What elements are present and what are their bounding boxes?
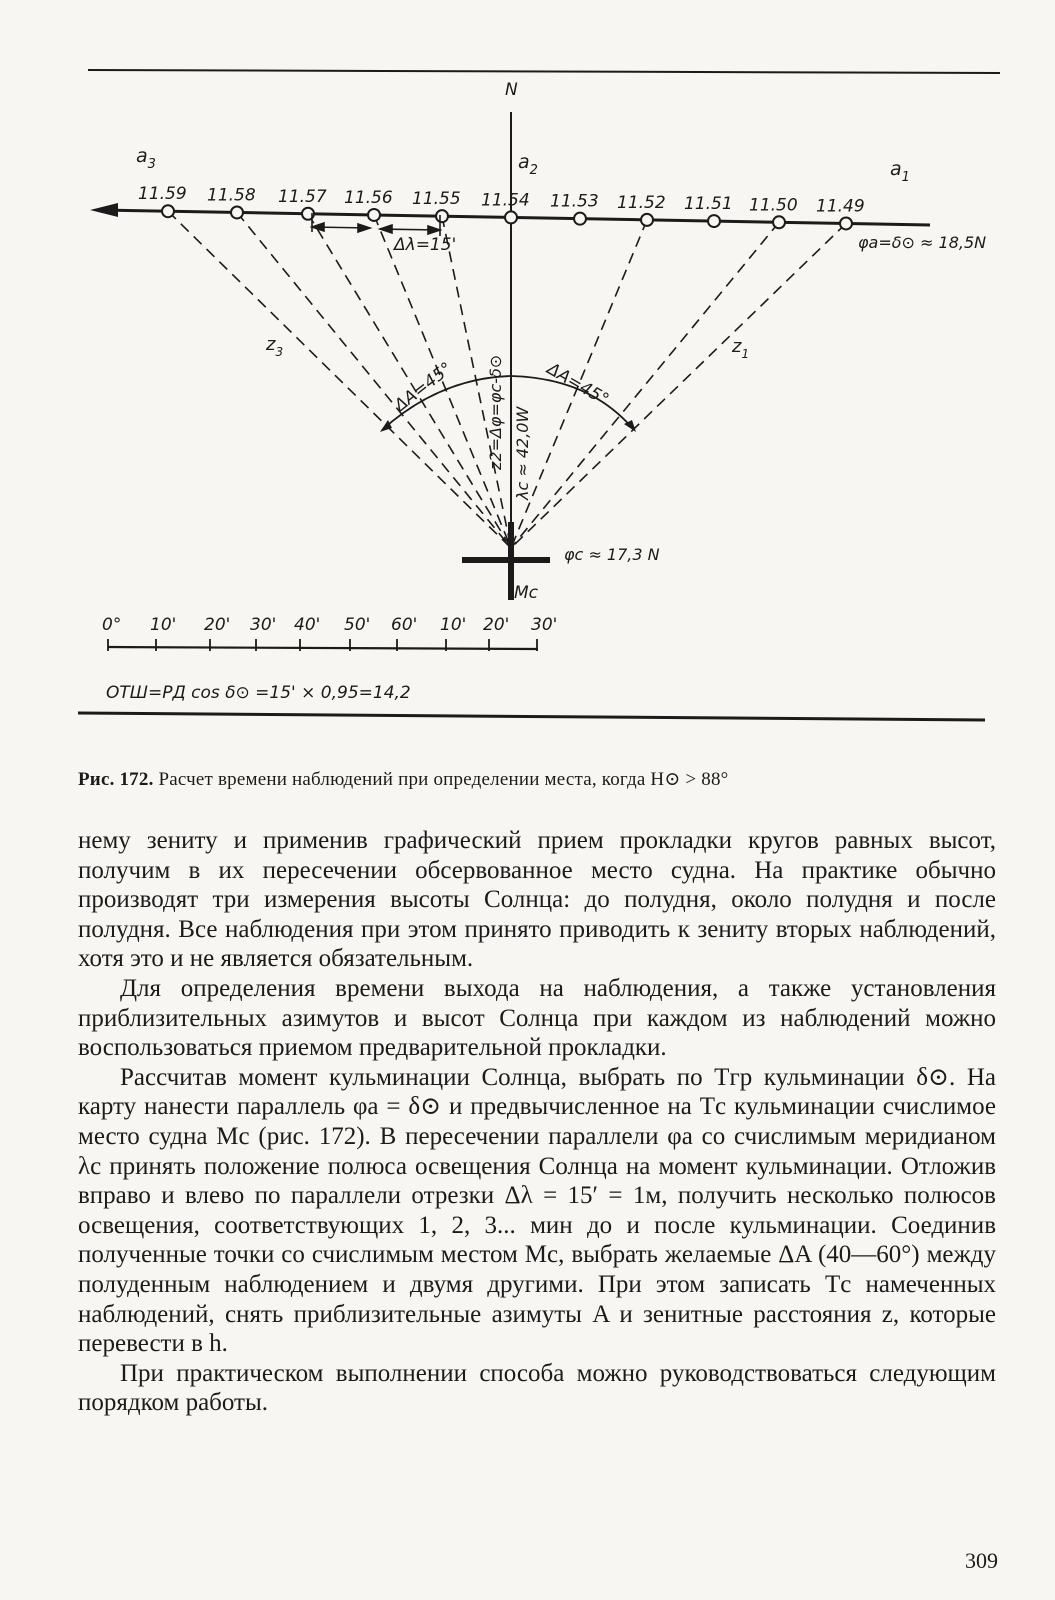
scale-label: 10' <box>440 615 467 635</box>
dlambda-label: Δλ=15' <box>394 235 457 255</box>
caption-text: Расчет времени наблюдений при определении места, когда H⊙ > 88° <box>158 769 729 790</box>
illumination-pole-marker <box>436 210 448 222</box>
illumination-pole-marker <box>368 209 380 221</box>
time-label: 11.52 <box>617 192 666 213</box>
delta-a-left-label: ΔA=45° <box>390 358 457 416</box>
figure-caption <box>78 768 1018 791</box>
time-label: 11.58 <box>207 185 256 206</box>
z3-label: $z_3$ <box>266 334 284 359</box>
illumination-pole-marker <box>840 217 852 229</box>
phi-a-label: φa=δ⊙ ≈ 18,5N <box>858 233 987 252</box>
a3-label: $a_3$ <box>136 145 156 172</box>
a2-label: $a_2$ <box>518 151 538 178</box>
illumination-pole-marker <box>708 215 720 227</box>
paragraph-2: Для определения времени выхода на наблюдения, а также установления приблизительных азимутов и высот Солнца при каждом из наблюдений можно воспользоваться приемом предварительной прокладки. <box>78 974 996 1062</box>
scale-label: 30' <box>250 615 277 635</box>
time-label: 11.54 <box>481 190 530 211</box>
figure-172 <box>0 0 1055 760</box>
illumination-pole-marker <box>574 213 586 225</box>
scale-label: 50' <box>344 615 371 635</box>
ray-line <box>168 211 511 548</box>
illumination-pole-marker <box>231 206 243 218</box>
scale-label: 20' <box>204 615 231 635</box>
ray-line <box>308 214 511 548</box>
a1-label: $a_1$ <box>890 158 910 185</box>
ray-line <box>511 222 779 548</box>
otsh-formula: ОТШ=РД cos δ⊙ =15' × 0,95=14,2 <box>106 683 411 703</box>
body-text <box>78 826 996 1418</box>
time-label: 11.49 <box>816 196 865 217</box>
page-number: 309 <box>965 1548 998 1573</box>
scale-label: 40' <box>294 615 321 635</box>
paragraph-3: Рассчитав момент кульминации Солнца, выбрать по Tгр кульминации δ⊙. На карту нанести параллель φa = δ⊙ и предвычисленное на Tс кульминации счислимое место судна Mс (рис. 172). В пересечении параллели φa со счислимым меридианом λс принять положение полюса освещения Солнца на момент кульминации. Отложив вправо и влево по параллели отрезки Δλ = 15′ = 1м, получить несколько полюсов освещения, соответствующих 1, 2, 3... мин до и после кульминации. Соединив полученные точки со счислимым местом Mс, выбрать желаемые ΔA (40—60°) между полуденным наблюдением и двумя другими. При этом записать Tс намеченных наблюдений, снять приблизительные азимуты A и зенитные расстояния z, которые перевести в h. <box>78 1063 996 1358</box>
scale-label: 20' <box>483 615 510 635</box>
time-label: 11.56 <box>344 187 393 208</box>
z1-label: $z_1$ <box>732 336 750 361</box>
lambda-c-label: λc ≈ 42,0W <box>513 406 532 500</box>
z2-formula-label: z2=Δφ=φc-δ⊙ <box>486 354 505 470</box>
scale-label: 0° <box>102 615 122 635</box>
scale-label: 60' <box>391 615 418 635</box>
paragraph-4: При практическом выполнении способа можно руководствоваться следующим порядком работы. <box>78 1359 996 1417</box>
ray-line <box>237 212 511 548</box>
time-label: 11.51 <box>684 194 733 215</box>
scale-bar <box>108 647 538 649</box>
north-label: N <box>505 80 518 100</box>
illumination-pole-marker <box>162 205 174 217</box>
time-label: 11.57 <box>278 186 327 207</box>
time-label: 11.59 <box>138 184 187 205</box>
illumination-pole-marker <box>773 216 785 228</box>
mc-label: Mc <box>514 583 539 603</box>
time-label: 11.55 <box>412 189 461 210</box>
scale-label: 10' <box>150 615 177 635</box>
time-label: 11.53 <box>550 191 599 212</box>
illumination-pole-marker <box>505 211 517 223</box>
delta-a-right-label: ΔA=45° <box>543 359 613 411</box>
paragraph-1: нему зениту и применив графический прием прокладки кругов равных высот, получим в их пересечении обсервованное место судна. На практике обычно производят три измерения высоты Солнца: до полудня, около полудня и после полудня. Все наблюдения при этом принято приводить к зениту вторых наблюдений, хотя это и не является обязательным. <box>78 827 996 973</box>
phi-c-label: φc ≈ 17,3 N <box>564 545 660 564</box>
scale-label: 30' <box>531 615 558 635</box>
time-label: 11.50 <box>749 195 798 216</box>
caption-number: Рис. 172. <box>78 769 154 790</box>
illumination-pole-marker <box>641 214 653 226</box>
